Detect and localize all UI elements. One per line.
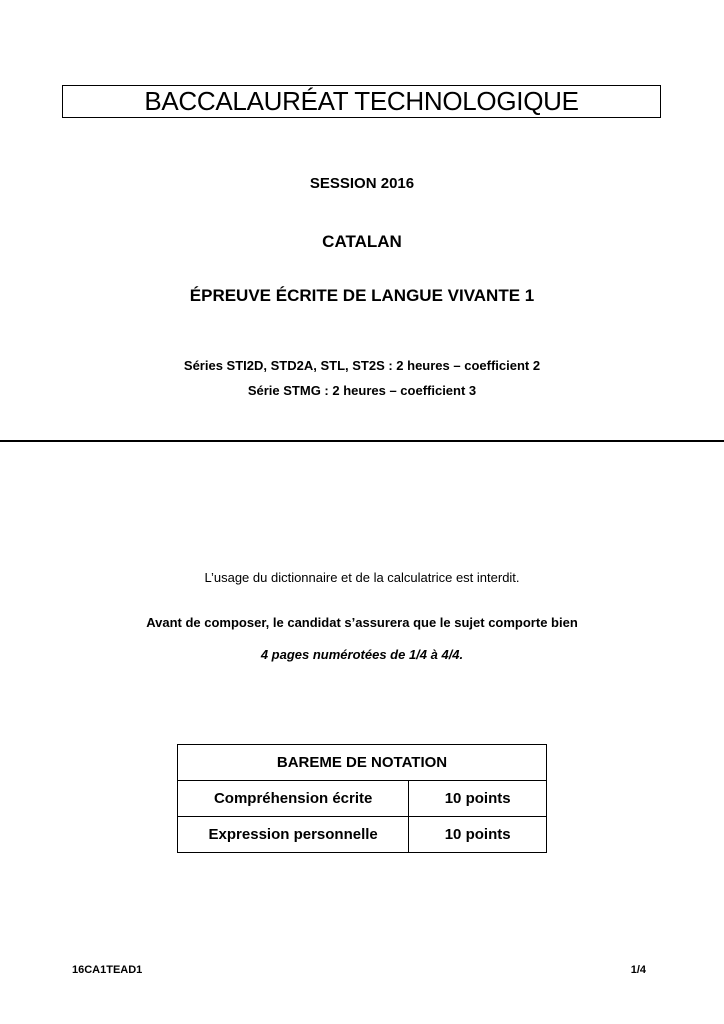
grading-table-header-row — [178, 745, 547, 781]
grading-item-label: Compréhension écrite — [178, 781, 409, 817]
table-row — [178, 781, 547, 817]
session-label: SESSION 2016 — [309, 175, 415, 192]
table-row — [178, 817, 547, 853]
exam-title: BACCALAURÉAT TECHNOLOGIQUE — [62, 85, 661, 118]
grading-table-title: BAREME DE NOTATION — [178, 745, 547, 781]
subject-code: 16CA1TEAD1 — [72, 964, 143, 976]
series-line-2: Série STMG : 2 heures – coefficient 3 — [247, 383, 477, 398]
horizontal-divider — [0, 440, 724, 442]
grading-item-points: 10 points — [409, 781, 547, 817]
epreuve-label: ÉPREUVE ÉCRITE DE LANGUE VIVANTE 1 — [189, 286, 535, 305]
usage-notice: L’usage du dictionnaire et de la calculatrice est interdit. — [204, 570, 520, 585]
check-pages-notice: Avant de composer, le candidat s’assurera que le sujet comporte bien — [146, 615, 578, 630]
grading-item-points: 10 points — [409, 817, 547, 853]
series-line-1: Séries STI2D, STD2A, STL, ST2S : 2 heures – coefficient 2 — [183, 358, 541, 373]
grading-table — [177, 744, 547, 853]
page-number: 1/4 — [630, 964, 646, 976]
page-count-notice: 4 pages numérotées de 1/4 à 4/4. — [260, 647, 464, 662]
grading-item-label: Expression personnelle — [178, 817, 409, 853]
subject-label: CATALAN — [322, 232, 402, 251]
